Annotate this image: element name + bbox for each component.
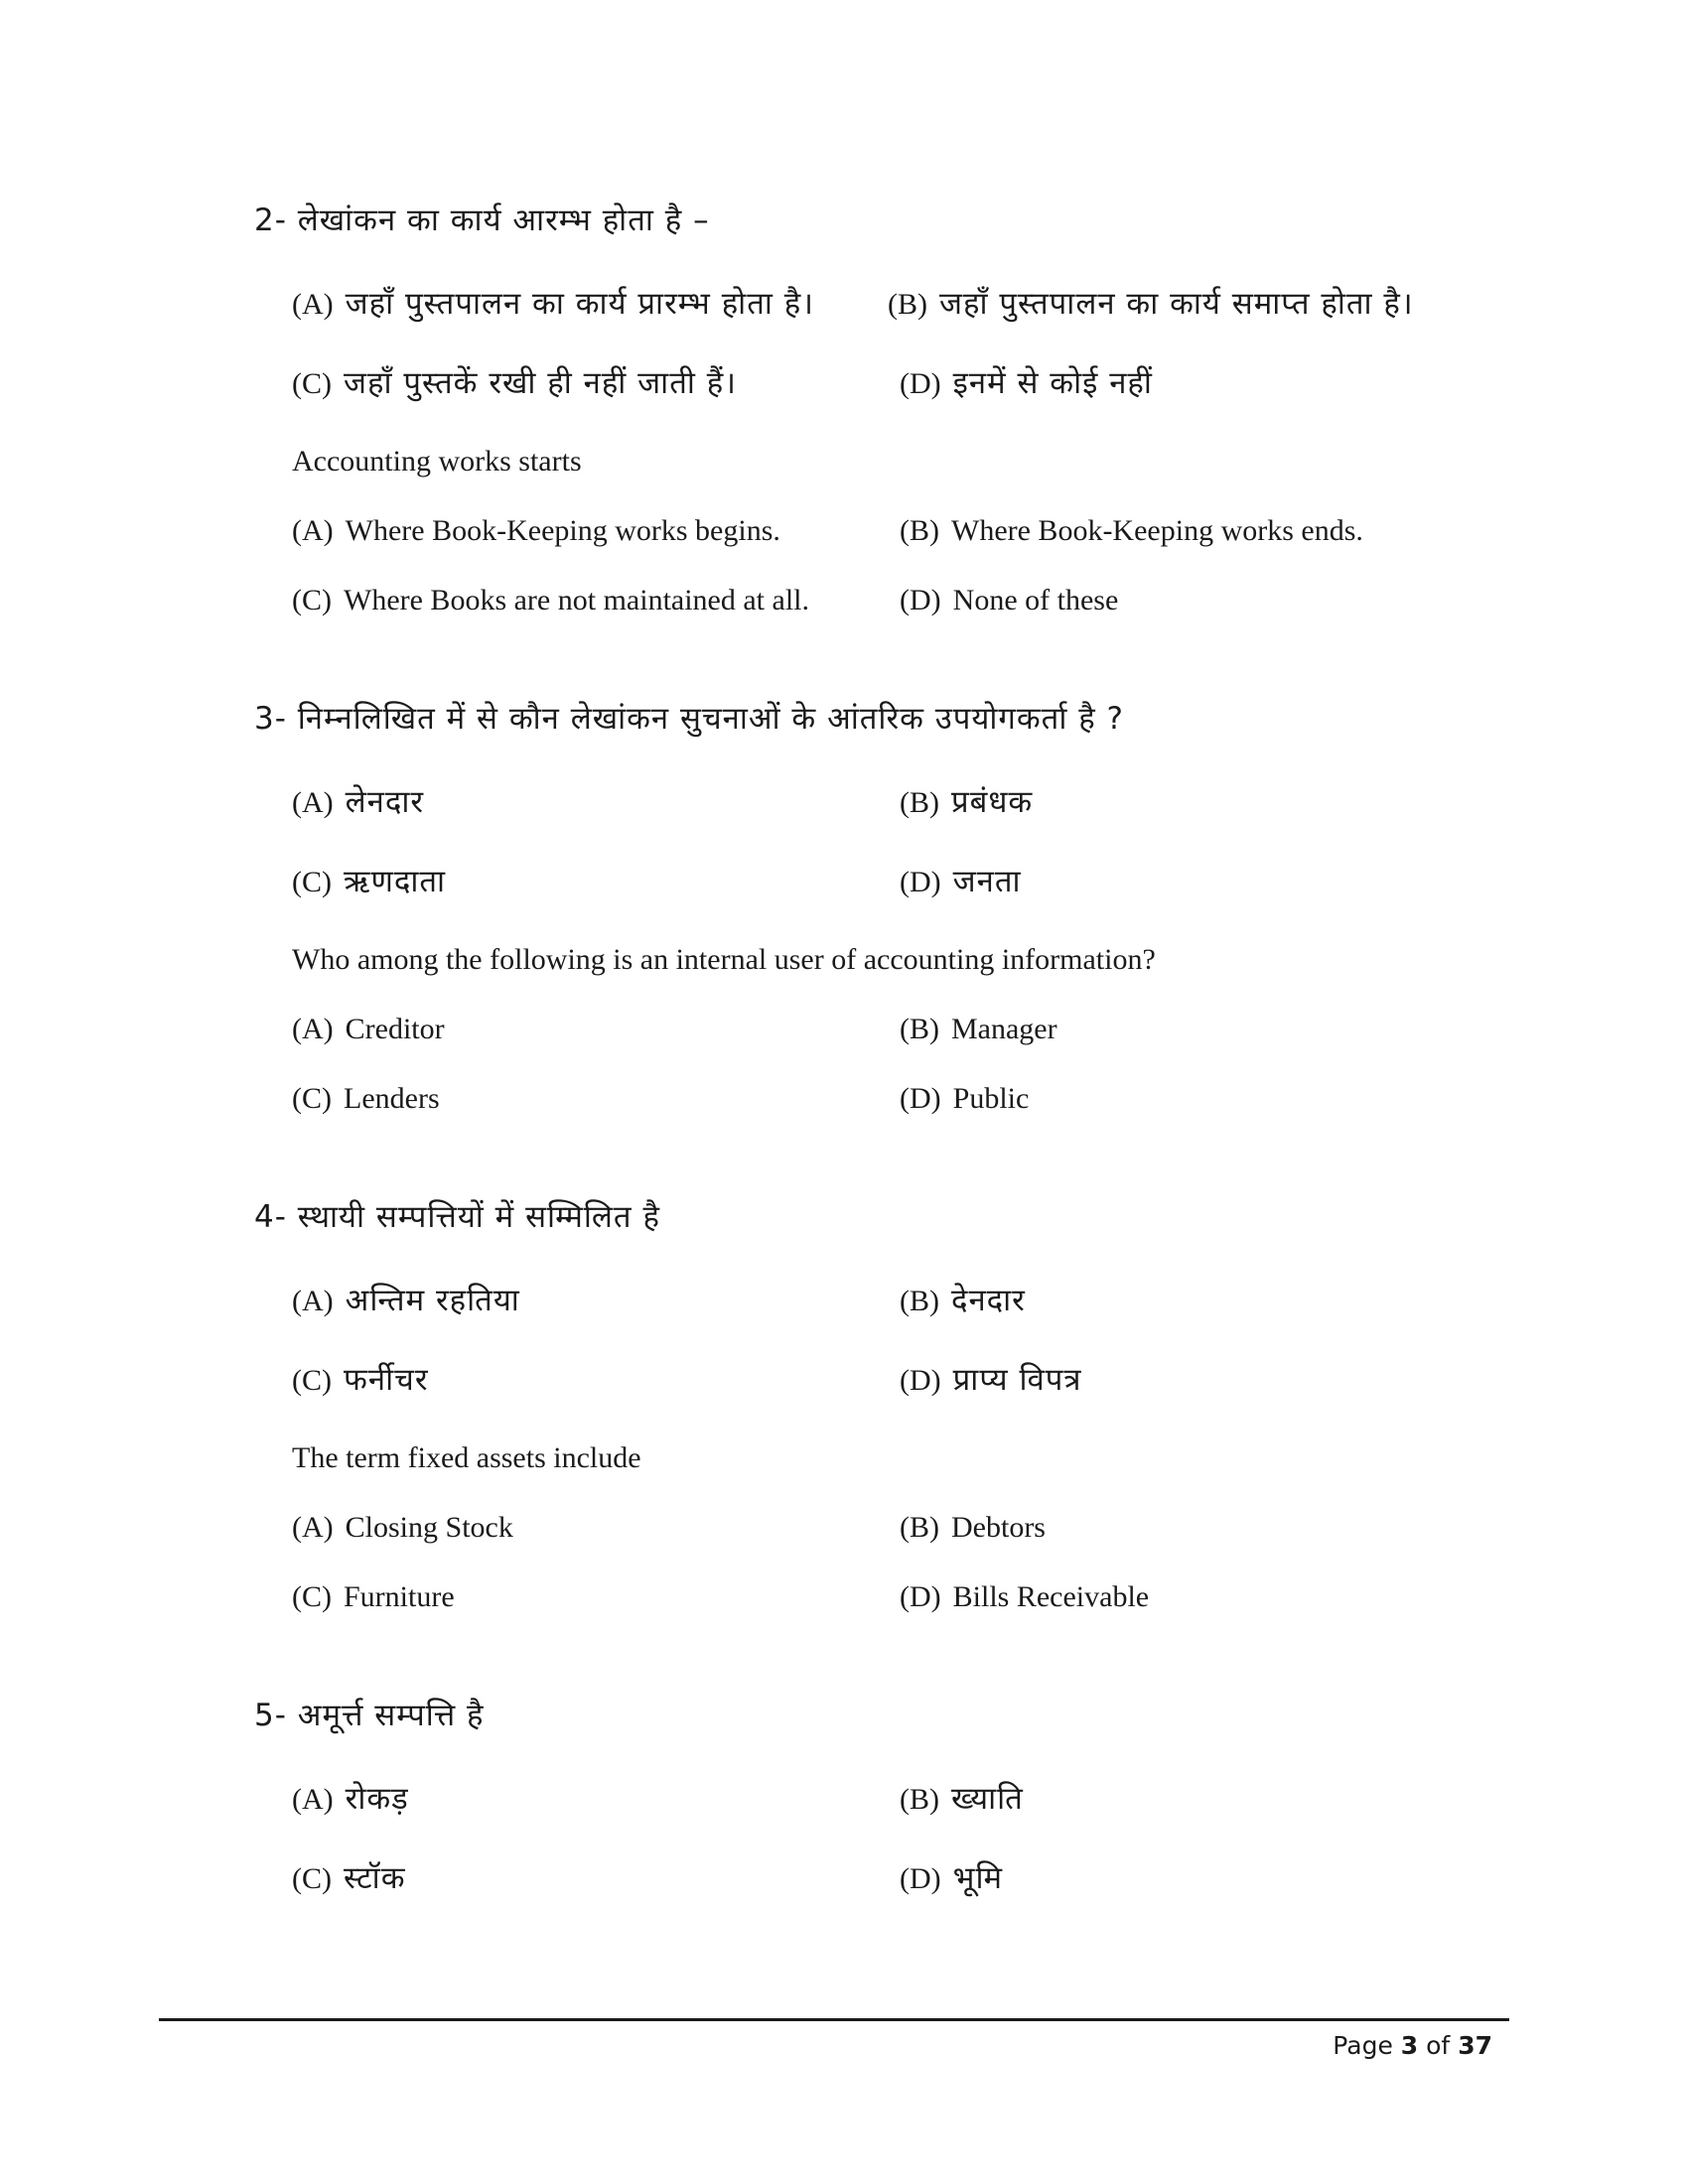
option-text: प्रबंधक — [951, 784, 1034, 820]
option-label: (B) — [900, 1511, 939, 1544]
question-number: 5- — [254, 1698, 287, 1733]
option-a-english — [292, 514, 780, 548]
option-b-english — [900, 514, 1363, 548]
option-label: (D) — [900, 367, 941, 400]
option-text: भूमि — [952, 1860, 1004, 1896]
option-label: (D) — [900, 1580, 941, 1613]
question-number: 4- — [254, 1199, 287, 1235]
option-text: Where Book-Keeping works begins. — [345, 514, 780, 547]
option-c-english — [292, 1580, 455, 1614]
option-text: फर्नीचर — [344, 1362, 429, 1398]
option-label: (C) — [292, 1082, 332, 1115]
question-5-hindi — [254, 1694, 485, 1735]
option-label: (C) — [292, 1862, 332, 1895]
option-text: Public — [952, 1082, 1030, 1115]
option-a-hindi — [292, 1777, 409, 1819]
question-text: लेखांकन का कार्य आरम्भ होता है – — [297, 203, 710, 238]
option-text: जनता — [952, 864, 1022, 899]
footer-divider — [159, 2018, 1509, 2021]
option-d-hindi — [900, 860, 1022, 901]
option-label: (B) — [900, 786, 939, 819]
option-text: Where Books are not maintained at all. — [344, 584, 809, 616]
option-label: (A) — [292, 514, 334, 547]
option-label: (A) — [292, 786, 334, 819]
option-label: (B) — [900, 514, 939, 547]
option-label: (C) — [292, 1580, 332, 1613]
option-text: None of these — [952, 584, 1119, 616]
option-text: Manager — [951, 1013, 1057, 1045]
question-2-hindi — [254, 199, 710, 240]
page-prefix: Page — [1333, 2031, 1393, 2060]
option-b-hindi — [888, 282, 1414, 324]
option-text: इनमें से कोई नहीं — [952, 365, 1153, 401]
question-text: निम्नलिखित में से कौन लेखांकन सुचनाओं के आंतरिक उपयोगकर्ता है ? — [297, 701, 1124, 737]
option-text: जहाँ पुस्तपालन का कार्य समाप्त होता है। — [939, 286, 1414, 322]
option-b-english — [900, 1013, 1057, 1046]
option-c-hindi — [292, 860, 446, 901]
option-a-hindi — [292, 780, 424, 822]
question-4-english: The term fixed assets include — [292, 1441, 641, 1474]
option-label: (C) — [292, 1364, 332, 1397]
question-4-hindi — [254, 1195, 660, 1237]
option-c-hindi — [292, 1358, 429, 1400]
option-text: ऋणदाता — [344, 864, 447, 899]
option-label: (A) — [292, 1783, 334, 1816]
question-2-english: Accounting works starts — [292, 445, 582, 478]
option-d-english — [900, 584, 1118, 617]
option-a-hindi — [292, 1279, 520, 1320]
option-d-english — [900, 1082, 1029, 1116]
option-text: अन्तिम रहतिया — [345, 1283, 520, 1318]
page-number — [1333, 2031, 1492, 2060]
option-text: Closing Stock — [345, 1511, 513, 1544]
option-label: (D) — [900, 1862, 941, 1895]
option-d-english — [900, 1580, 1149, 1614]
option-label: (D) — [900, 584, 941, 616]
option-c-english — [292, 584, 809, 617]
option-label: (D) — [900, 866, 941, 898]
option-label: (B) — [900, 1285, 939, 1317]
option-text: ख्याति — [951, 1781, 1024, 1817]
option-text: प्राप्य विपत्र — [952, 1362, 1082, 1398]
option-a-english — [292, 1511, 513, 1545]
option-a-english — [292, 1013, 445, 1046]
page-of: of — [1426, 2031, 1451, 2060]
option-label: (C) — [292, 584, 332, 616]
option-text: स्टॉक — [344, 1860, 406, 1896]
option-b-hindi — [900, 1279, 1026, 1320]
question-number: 3- — [254, 701, 287, 737]
option-label: (C) — [292, 866, 332, 898]
option-label: (B) — [900, 1783, 939, 1816]
option-d-hindi — [900, 361, 1153, 403]
option-b-hindi — [900, 1777, 1024, 1819]
option-text: देनदार — [951, 1283, 1026, 1318]
option-c-english — [292, 1082, 440, 1116]
question-text: स्थायी सम्पत्तियों में सम्मिलित है — [297, 1199, 660, 1235]
total-pages: 37 — [1458, 2031, 1492, 2060]
option-text: जहाँ पुस्तपालन का कार्य प्रारम्भ होता है। — [345, 286, 814, 322]
option-c-hindi — [292, 361, 737, 403]
option-label: (A) — [292, 1511, 334, 1544]
current-page: 3 — [1400, 2031, 1419, 2060]
option-text: जहाँ पुस्तकें रखी ही नहीं जाती हैं। — [344, 365, 737, 401]
question-3-english: Who among the following is an internal user of accounting information? — [292, 943, 1156, 976]
option-b-english — [900, 1511, 1046, 1545]
option-label: (C) — [292, 367, 332, 400]
option-a-hindi — [292, 282, 814, 324]
option-c-hindi — [292, 1856, 406, 1898]
option-d-hindi — [900, 1856, 1003, 1898]
option-text: Creditor — [345, 1013, 445, 1045]
option-text: Lenders — [344, 1082, 440, 1115]
option-text: रोकड़ — [345, 1781, 409, 1817]
option-d-hindi — [900, 1358, 1081, 1400]
option-text: Furniture — [344, 1580, 455, 1613]
option-label: (B) — [900, 1013, 939, 1045]
option-b-hindi — [900, 780, 1033, 822]
question-text: अमूर्त्त सम्पत्ति है — [297, 1698, 485, 1733]
option-label: (D) — [900, 1364, 941, 1397]
question-3-hindi — [254, 697, 1124, 739]
option-text: Where Book-Keeping works ends. — [951, 514, 1363, 547]
option-label: (A) — [292, 1285, 334, 1317]
option-label: (A) — [292, 288, 334, 321]
question-number: 2- — [254, 203, 287, 238]
option-label: (A) — [292, 1013, 334, 1045]
option-text: Debtors — [951, 1511, 1046, 1544]
option-label: (B) — [888, 288, 927, 321]
option-text: Bills Receivable — [952, 1580, 1150, 1613]
option-label: (D) — [900, 1082, 941, 1115]
option-text: लेनदार — [345, 784, 425, 820]
